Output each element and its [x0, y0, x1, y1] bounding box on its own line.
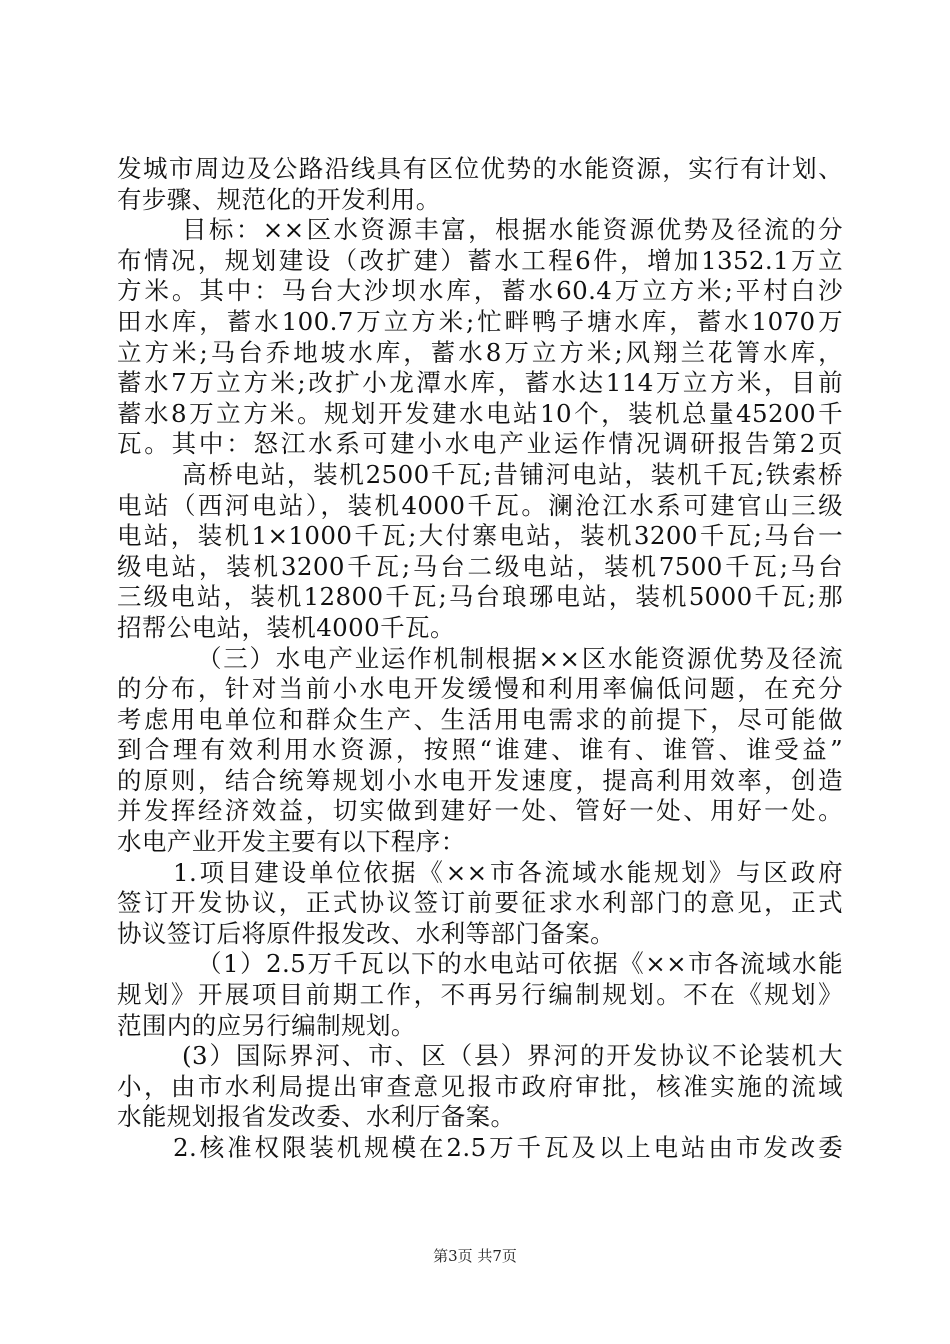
- text-line: 水电产业开发主要有以下程序：: [117, 827, 466, 857]
- text-line: （1）2.5万千瓦以下的水电站可依据《××市各流域水能: [197, 949, 843, 979]
- text-line: 协议签订后将原件报发改、水利等部门备案。: [117, 918, 615, 948]
- text-line: 的原则，结合统筹规划小水电开发速度，提高利用效率，创造: [117, 765, 843, 795]
- text-line: 规划》开展项目前期工作，不再另行编制规划。不在《规划》: [117, 980, 843, 1010]
- text-line: 水能规划报省发改委、水利厅备案。: [117, 1102, 516, 1132]
- text-line: 小，由市水利局提出审查意见报市政府审批，核准实施的流域: [117, 1071, 843, 1101]
- text-line: 发城市周边及公路沿线具有区位优势的水能资源，实行有计划、: [117, 154, 843, 183]
- text-line: 2.核准权限装机规模在2.5万千瓦及以上电站由市发改委: [173, 1133, 843, 1162]
- text-line: 田水库，蓄水100.7万立方米;忙畔鸭子塘水库，蓄水1070万: [117, 306, 843, 336]
- text-line: 蓄水7万立方米;改扩小龙潭水库，蓄水达114万立方米，目前: [117, 368, 843, 398]
- text-line: 三级电站，装机12800千瓦;马台琅琊电站，装机5000千瓦;那: [117, 582, 843, 612]
- text-line: 到合理有效利用水资源，按照“谁建、谁有、谁管、谁受益”: [117, 735, 843, 765]
- text-line: 签订开发协议，正式协议签订前要征求水利部门的意见，正式: [117, 888, 843, 918]
- text-line: 高桥电站，装机2500千瓦;昔铺河电站，装机千瓦;铁索桥: [182, 459, 843, 489]
- text-line: 范围内的应另行编制规划。: [117, 1010, 416, 1040]
- page-footer: [0, 1245, 950, 1266]
- text-line: 目标：××区水资源丰富，根据水能资源优势及径流的分: [182, 215, 843, 245]
- document-body: [117, 154, 843, 1164]
- text-line: 立方米;马台乔地坡水库，蓄水8万立方米;风翔兰花箐水库，: [117, 337, 843, 367]
- text-line: 招帮公电站，装机4000千瓦。: [117, 612, 455, 642]
- page-indicator: 第3页 共7页: [433, 1247, 517, 1265]
- text-line: （三）水电产业运作机制根据××区水能资源优势及径流: [197, 643, 843, 673]
- text-line: (3）国际界河、市、区（县）界河的开发协议不论装机大: [182, 1041, 843, 1071]
- text-line: 的分布，针对当前小水电开发缓慢和利用率偏低问题，在充分: [117, 674, 843, 704]
- text-line: 蓄水8万立方米。规划开发建水电站10个，装机总量45200千: [117, 398, 843, 428]
- text-line: 并发挥经济效益，切实做到建好一处、管好一处、用好一处。: [117, 796, 843, 826]
- text-line: 方米。其中：马台大沙坝水库，蓄水60.4万立方米;平村白沙: [117, 276, 843, 306]
- text-line: 有步骤、规范化的开发利用。: [117, 184, 441, 214]
- text-line: 级电站，装机3200千瓦;马台二级电站，装机7500千瓦;马台: [117, 551, 843, 581]
- text-line: 考虑用电单位和群众生产、生活用电需求的前提下，尽可能做: [117, 704, 843, 734]
- text-line: 电站，装机1×1000千瓦;大付寨电站，装机3200千瓦;马台一: [117, 521, 843, 551]
- text-line: 布情况，规划建设（改扩建）蓄水工程6件，增加1352.1万立: [117, 245, 843, 275]
- text-line: 瓦。其中：怒江水系可建小水电产业运作情况调研报告第2页: [117, 429, 843, 459]
- text-line: 电站（西河电站），装机4000千瓦。澜沧江水系可建官山三级: [117, 490, 843, 520]
- text-line: 1.项目建设单位依据《××市各流域水能规划》与区政府: [173, 857, 843, 887]
